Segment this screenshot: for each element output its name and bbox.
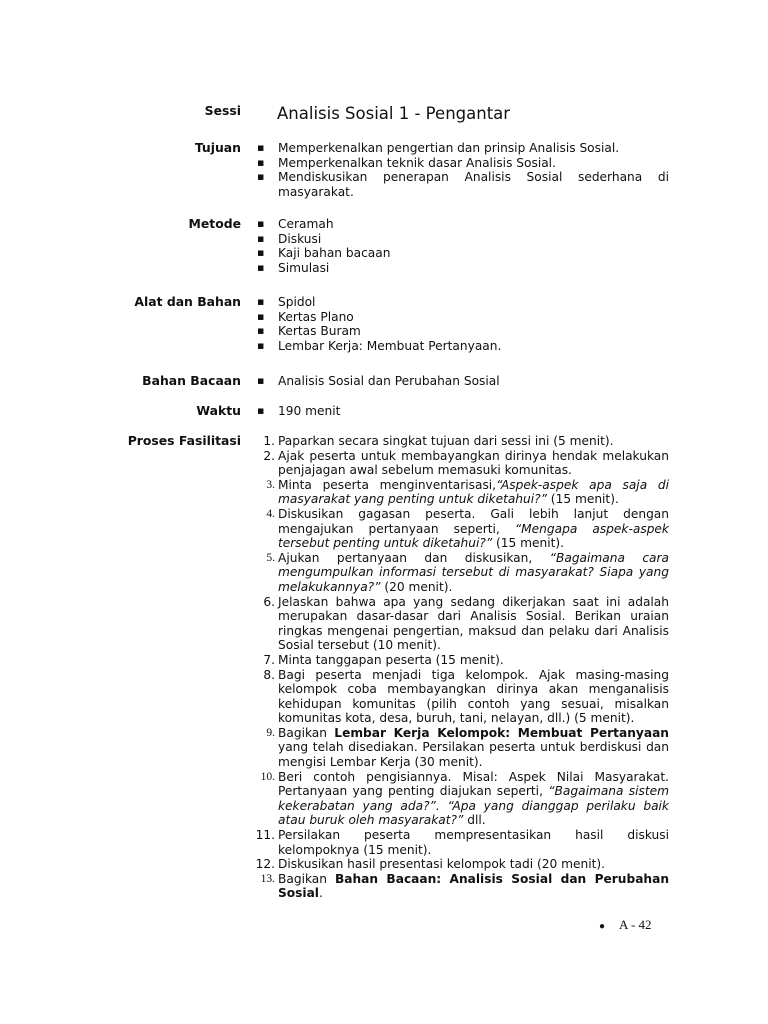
- step-bold: Bahan Bacaan: Analisis Sosial dan Perubahan Sosial: [278, 871, 669, 901]
- step-number: 6.: [263, 594, 275, 609]
- step-item: [257, 726, 669, 770]
- bullet-icon: ●: [599, 921, 606, 932]
- step-text: (15 menit).: [546, 492, 619, 507]
- page-number: [599, 918, 652, 935]
- step-text: (20 menit).: [380, 579, 453, 594]
- step-quote: “Bagaimana sistem kekerabatan yang ada?”. “Apa yang dianggap perilaku baik atau buruk oleh masyarakat?”: [278, 784, 669, 828]
- label-bahan-bacaan: Bahan Bacaan: [142, 373, 241, 388]
- step-number: 1.: [263, 434, 275, 448]
- step-text: Bagikan: [278, 871, 335, 886]
- step-item: [257, 653, 669, 668]
- page-number-text: A - 42: [619, 917, 652, 932]
- metode-item: ▪ Kaji bahan bacaan: [257, 246, 669, 261]
- step-quote: “Aspek-aspek apa saja di masyarakat yang penting untuk diketahui?”: [278, 477, 669, 507]
- step-number: 12.: [255, 857, 275, 872]
- step-number: 10.: [260, 770, 275, 783]
- waktu-section: [257, 404, 669, 419]
- metode-section: [257, 217, 669, 275]
- alat-item: ▪ Lembar Kerja: Membuat Pertanyaan.: [257, 339, 669, 354]
- step-text: Ajak peserta untuk membayangkan dirinya hendak melakukan penjajagan awal sebelum memasuki komunitas.: [278, 448, 669, 478]
- step-text: Minta tanggapan peserta (15 menit).: [278, 652, 504, 667]
- step-item: [257, 872, 669, 901]
- label-proses-fasilitasi: Proses Fasilitasi: [127, 433, 241, 448]
- label-sessi: Sessi: [204, 103, 241, 118]
- alat-item: ▪ Kertas Buram: [257, 324, 669, 339]
- step-number: 5.: [266, 551, 275, 564]
- step-text: Jelaskan bahwa apa yang sedang dikerjakan saat ini adalah merupakan dasar-dasar dari Analisis Sosial. Berikan uraian ringkas mengenai pengertian, maksud dan pelaku dari Analisis Sosial tersebut (10 menit).: [278, 594, 669, 653]
- step-text: Ajukan pertanyaan dan diskusikan,: [278, 550, 550, 565]
- step-item: [257, 595, 669, 653]
- step-text: Beri contoh pengisiannya. Misal: Aspek Nilai Masyarakat. Pertanyaan yang penting diajukan seperti,: [278, 769, 669, 799]
- step-text: .: [318, 886, 323, 901]
- step-text: Persilakan peserta mempresentasikan hasil diskusi kelompoknya (15 menit).: [278, 828, 669, 857]
- step-item: [257, 828, 669, 857]
- alat-item: ▪ Kertas Plano: [257, 310, 669, 325]
- tujuan-item: ▪ Mendiskusikan penerapan Analisis Sosial sederhana di masyarakat.: [257, 170, 669, 199]
- step-text: Bagi peserta menjadi tiga kelompok. Ajak masing-masing kelompok coba membayangkan dirinya akan menganalisis kehidupan komunitas (pilih contoh yang sesuai, misalkan komunitas kota, desa, buruh, tani, nelayan, dll.) (5 menit).: [278, 667, 669, 726]
- metode-item: ▪ Ceramah: [257, 217, 669, 232]
- step-number: 7.: [263, 652, 275, 667]
- step-bold: Lembar Kerja Kelompok: Membuat Pertanyaan: [334, 725, 669, 740]
- label-metode: Metode: [188, 216, 241, 231]
- tujuan-item: ▪ Memperkenalkan teknik dasar Analisis Sosial.: [257, 156, 669, 171]
- step-number: 13.: [260, 872, 275, 885]
- step-item: [257, 668, 669, 726]
- step-number: 3.: [266, 478, 275, 491]
- step-text: Diskusikan gagasan peserta. Gali lebih lanjut dengan mengajukan pertanyaan seperti,: [278, 506, 669, 536]
- step-item: [257, 449, 669, 478]
- tujuan-item: ▪ Memperkenalkan pengertian dan prinsip Analisis Sosial.: [257, 141, 669, 156]
- step-text: yang telah disediakan. Persilakan peserta untuk berdiskusi dan mengisi Lembar Kerja (30 menit).: [278, 740, 669, 770]
- label-waktu: Waktu: [196, 403, 241, 418]
- alat-section: [257, 295, 669, 353]
- step-item: [257, 551, 669, 595]
- bacaan-item: ▪ Analisis Sosial dan Perubahan Sosial: [257, 374, 669, 389]
- step-text: Bagikan: [278, 725, 335, 740]
- step-number: 9.: [266, 726, 275, 739]
- step-number: 8.: [263, 667, 275, 682]
- bacaan-section: [257, 374, 669, 389]
- step-number: 4.: [266, 507, 275, 520]
- session-title: Analisis Sosial 1 - Pengantar: [277, 104, 511, 123]
- step-text: (15 menit).: [492, 536, 565, 551]
- proses-section: [257, 434, 669, 901]
- step-text: Paparkan secara singkat tujuan dari sessi ini (5 menit).: [278, 434, 614, 448]
- step-quote: “Mengapa aspek-aspek tersebut penting untuk diketahui?”: [278, 521, 669, 551]
- waktu-item: ▪ 190 menit: [257, 404, 669, 419]
- step-item: [257, 434, 669, 449]
- step-item: [257, 770, 669, 828]
- step-item: [257, 507, 669, 551]
- metode-item: ▪ Diskusi: [257, 232, 669, 247]
- step-text: Minta peserta menginventarisasi,: [278, 477, 497, 492]
- metode-item: ▪ Simulasi: [257, 261, 669, 276]
- step-number: 2.: [263, 448, 275, 463]
- step-item: [257, 857, 669, 872]
- step-text: Diskusikan hasil presentasi kelompok tadi (20 menit).: [278, 857, 605, 872]
- label-alat-bahan: Alat dan Bahan: [134, 294, 241, 309]
- step-item: [257, 478, 669, 507]
- step-quote: “Bagaimana cara mengumpulkan informasi tersebut di masyarakat? Siapa yang melakukannya?”: [278, 550, 669, 594]
- step-text: dll.: [463, 813, 486, 828]
- label-tujuan: Tujuan: [194, 140, 241, 155]
- step-number: 11.: [255, 828, 275, 843]
- tujuan-section: [257, 141, 669, 199]
- alat-item: ▪ Spidol: [257, 295, 669, 310]
